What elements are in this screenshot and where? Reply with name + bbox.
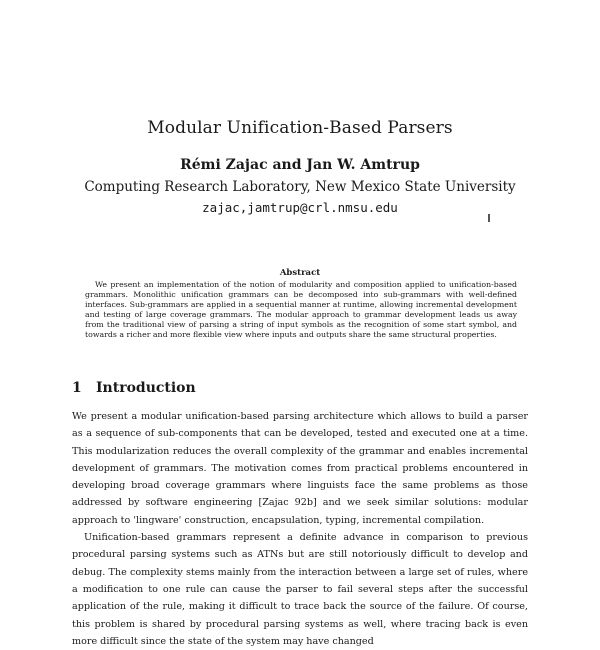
paper-authors: Rémi Zajac and Jan W. Amtrup [180, 157, 420, 173]
margin-mark [488, 214, 490, 222]
section-title: Introduction [96, 380, 196, 396]
intro-paragraph-2: Unification-based grammars represent a definite advance in comparison to previous procedural parsing systems such as ATNs but are still notoriously difficult to develop and debug. The complexity stems mainly from the interaction between a large set of rules, where a modification to one rule can cause the parser to fail several steps after the successful application of the rule, making it difficult to trace back the source of the failure. Of course, this problem is shared by procedural parsing systems as well, where tracing back is even more difficult since the state of the system may have changed [72, 532, 528, 647]
abstract-text: We present an implementation of the notion of modularity and composition applied to unification-based grammars. Monolithic unification grammars can be decomposed into sub-grammars with well-defined interfaces. Sub-grammars are applied in a sequential manner at runtime, allowing incremental development and testing of large coverage grammars. The modular approach to grammar development leads us away from the traditional view of parsing a string of input symbols as the recognition of some start symbol, and towards a richer and more flexible view where inputs and outputs share the same structural properties. [85, 280, 517, 339]
section-heading [72, 380, 196, 396]
section-number: 1 [72, 380, 82, 396]
introduction-body [72, 408, 528, 650]
author-email: zajac,jamtrup@crl.nmsu.edu [202, 200, 398, 215]
intro-paragraph-1: We present a modular unification-based parsing architecture which allows to build a parser as a sequence of sub-components that can be developed, tested and executed one at a time. This modularization reduces the overall complexity of the grammar and enables incremental development of grammars. The motivation comes from practical problems encountered in developing broad coverage grammars where linguists face the same problems as those addressed by software engineering [Zajac 92b] and we seek similar solutions: modular approach to 'lingware' construction, encapsulation, typing, incremental compilation. [72, 411, 528, 526]
author-affiliation: Computing Research Laboratory, New Mexico State University [84, 179, 516, 195]
abstract-heading: Abstract [279, 268, 321, 278]
paper-title: Modular Unification-Based Parsers [147, 118, 453, 138]
